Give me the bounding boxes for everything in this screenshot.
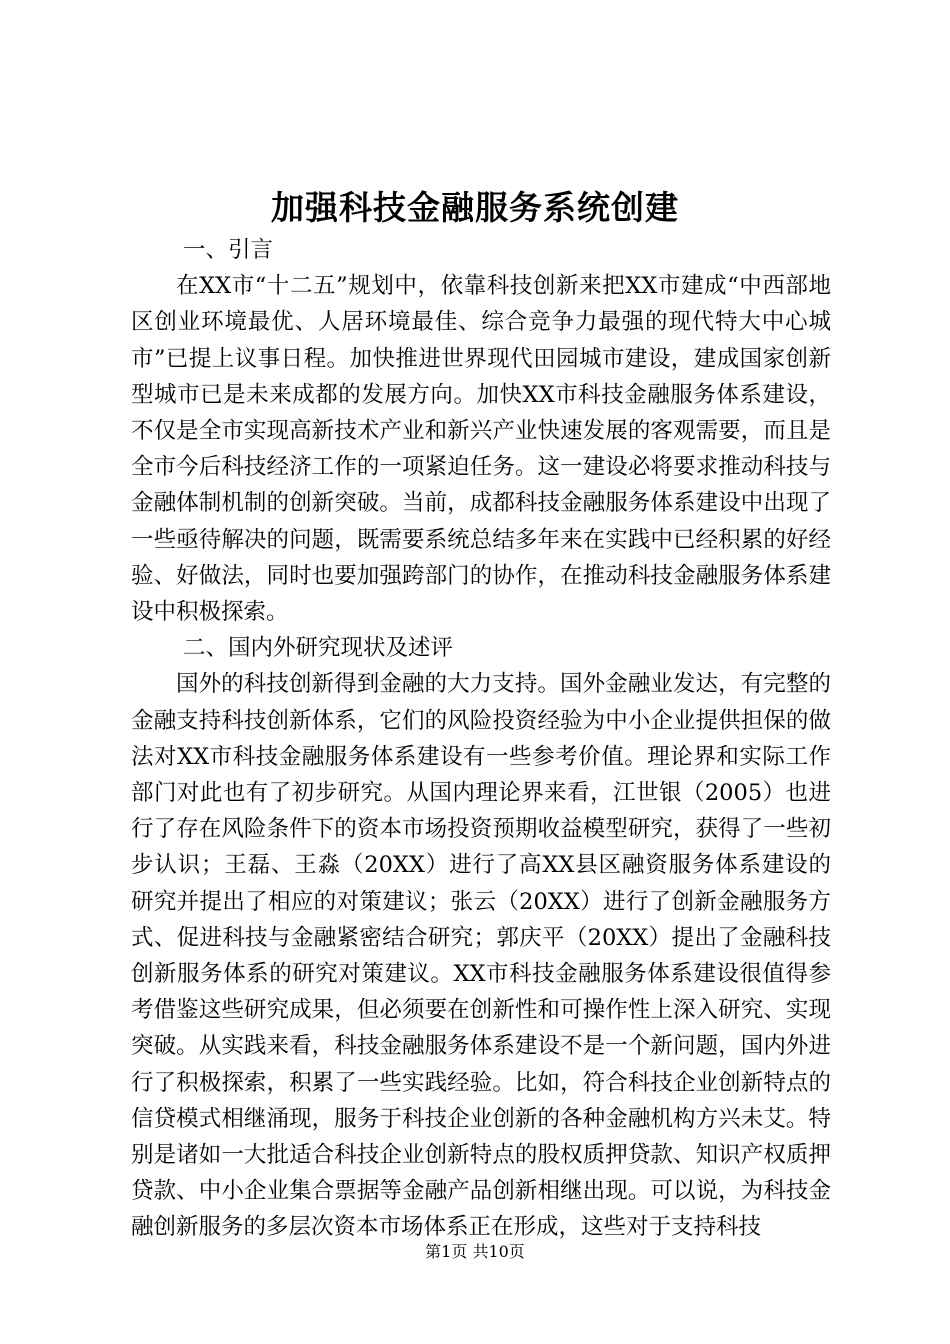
document-body [131, 232, 831, 1246]
section-heading-introduction: 一、引言 [183, 237, 274, 263]
paragraph-research-status: 国外的科技创新得到金融的大力支持。国外金融业发达，有完整的金融支持科技创新体系，它们的风险投资经验为中小企业提供担保的做法对XX市科技金融服务体系建设有一些参考价值。理论界和实际工作部门对此也有了初步研究。从国内理论界来看，江世银（2005）也进行了存在风险条件下的资本市场投资预期收益模型研究，获得了一些初步认识；王磊、王淼（20XX）进行了高XX县区融资服务体系建设的研究并提出了相应的对策建议；张云（20XX）进行了创新金融服务方式、促进科技与金融紧密结合研究；郭庆平（20XX）提出了金融科技创新服务体系的研究对策建议。XX市科技金融服务体系建设很值得参考借鉴这些研究成果，但必须要在创新性和可操作性上深入研究、实现突破。从实践来看，科技金融服务体系建设不是一个新问题，国内外进行了积极探索，积累了一些实践经验。比如，符合科技企业创新特点的信贷模式相继涌现，服务于科技企业创新的各种金融机构方兴未艾。特别是诸如一大批适合科技企业创新特点的股权质押贷款、知识产权质押贷款、中小企业集合票据等金融产品创新相继出现。可以说，为科技金融创新服务的多层次资本市场体系正在形成，这些对于支持科技 [131, 671, 831, 1241]
section-heading-research-status: 二、国内外研究现状及述评 [183, 635, 454, 662]
page-footer: 第1页 共10页 [425, 1242, 525, 1261]
document-title: 加强科技金融服务系统创建 [271, 188, 679, 227]
paragraph-introduction: 在XX市“十二五”规划中，依靠科技创新来把XX市建成“中西部地区创业环境最优、人居环境最佳、综合竞争力最强的现代特大中心城市”已提上议事日程。加快推进世界现代田园城市建设，建成国家创新型城市已是未来成都的发展方向。加快XX市科技金融服务体系建设，不仅是全市实现高新技术产业和新兴产业快速发展的客观需要，而且是全市今后科技经济工作的一项紧迫任务。这一建设必将要求推动科技与金融体制机制的创新突破。当前，成都科技金融服务体系建设中出现了一些亟待解决的问题，既需要系统总结多年来在实践中已经积累的好经验、好做法，同时也要加强跨部门的协作，在推动科技金融服务体系建设中积极探索。 [131, 273, 831, 626]
